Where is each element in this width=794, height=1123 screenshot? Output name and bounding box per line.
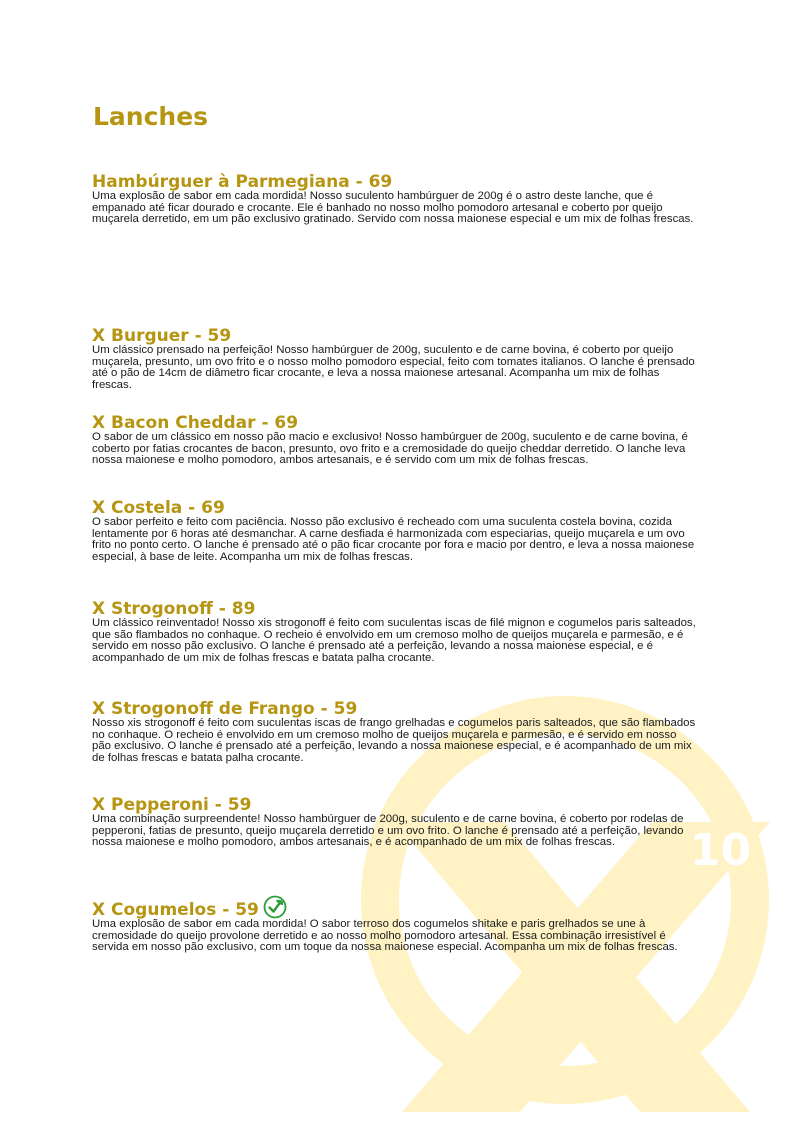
menu-item-description: O sabor de um clássico em nosso pão macio e exclusivo! Nosso hambúrguer de 200g, suculento e de carne bovina, é coberto por fatias crocantes de bacon, presunto, ovo frito e a cremosidade do queijo cheddar derretido. O lanche leva nossa maionese e molho pomodoro, ambos artesanais, e é servido com um mix de folhas frescas. xyxy=(92,431,688,467)
menu-item-description: Uma explosão de sabor em cada mordida! Nosso suculento hambúrguer de 200g é o astro deste lanche, que é empanado até ficar dourado e crocante. Ele é banhado no nosso molho pomodoro artesanal e coberto por queijo muçarela derretido, em um pão exclusivo gratinado. Servido com nossa maionese especial e um mix de folhas frescas. xyxy=(92,190,694,226)
menu-item-description: Uma combinação surpreendente! Nosso hambúrguer de 200g, suculento e de carne bovina, é coberto por rodelas de pepperoni, fatias de presunto, queijo muçarela derretido e um ovo frito. O lanche é prensado até a perfeição, levando nossa maionese e molho pomodoro, ambos artesanais, e é acompanhado de um mix de folhas frescas. xyxy=(92,813,684,849)
menu-item-description: Um clássico reinventado! Nosso xis strogonoff é feito com suculentas iscas de filé mignon e cogumelos paris salteados, que são flambados no conhaque. O recheio é envolvido em um cremoso molho de queijos muçarela e parmesão, e é servido em nosso pão exclusivo. O lanche é prensado até a perfeição, levando a nossa maionese especial, e é acompanhado de um mix de folhas frescas e batata palha crocante. xyxy=(92,617,696,664)
menu-item-description: Nosso xis strogonoff é feito com suculentas iscas de frango grelhadas e cogumelos paris salteados, que são flambados no conhaque. O recheio é envolvido em um cremoso molho de queijos muçarela e parmesão, e é servido em nosso pão exclusivo. O lanche é prensado até a perfeição, levando a nossa maionese especial, e é acompanhado de um mix de folhas frescas e batata palha crocante. xyxy=(92,717,696,764)
menu-item-description: Uma explosão de sabor em cada mordida! O sabor terroso dos cogumelos shitake e paris grelhados se une à cremosidade do queijo provolone derretido e ao nosso molho pomodoro artesanal. Essa combinação irresistível é servida em nosso pão exclusivo, com um toque da nossa maionese especial. Acompanha um mix de folhas frescas. xyxy=(92,918,678,954)
menu-item xyxy=(92,174,698,226)
menu-item-title: X Burguer - 59 xyxy=(92,326,232,346)
page-title: Lanches xyxy=(93,102,209,131)
menu-item xyxy=(92,701,698,764)
menu-item-title: X Pepperoni - 59 xyxy=(92,795,252,815)
menu-item xyxy=(92,895,698,954)
menu-item xyxy=(92,797,698,849)
menu-item-description: O sabor perfeito e feito com paciência. Nosso pão exclusivo é recheado com uma suculenta costela bovina, cozida lentamente por 6 horas até desmanchar. A carne desfiada é harmonizada com especiarias, queijo muçarela e um ovo frito no ponto certo. O lanche é prensado até o pão ficar crocante por fora e macio por dentro, e leva a nossa maionese especial, à base de leite. Acompanha um mix de folhas frescas. xyxy=(92,516,695,563)
menu-item-title: X Strogonoff - 89 xyxy=(92,599,256,619)
menu-item xyxy=(92,415,698,467)
menu-item xyxy=(92,601,698,664)
menu-item-title: X Costela - 69 xyxy=(92,498,225,518)
vegetarian-leaf-icon xyxy=(263,895,287,919)
menu-item-title: Hambúrguer à Parmegiana - 69 xyxy=(92,172,393,192)
menu-item-description: Um clássico prensado na perfeição! Nosso hambúrguer de 200g, suculento e de carne bovina, é coberto por queijo muçarela, presunto, um ovo frito e o nosso molho pomodoro especial, feito com tomates italianos. O lanche é prensado até o pão de 14cm de diâmetro ficar crocante, e leva a nossa maionese artesanal. Acompanha um mix de folhas frescas. xyxy=(92,344,695,391)
menu-item xyxy=(92,328,698,391)
menu-item-title: X Bacon Cheddar - 69 xyxy=(92,413,299,433)
menu-item-title-row xyxy=(92,895,698,919)
menu-item-title: X Strogonoff de Frango - 59 xyxy=(92,699,358,719)
menu-item-title: X Cogumelos - 59 xyxy=(92,900,259,920)
watermark-logo-text: 10 xyxy=(690,825,752,876)
menu-item xyxy=(92,500,698,563)
